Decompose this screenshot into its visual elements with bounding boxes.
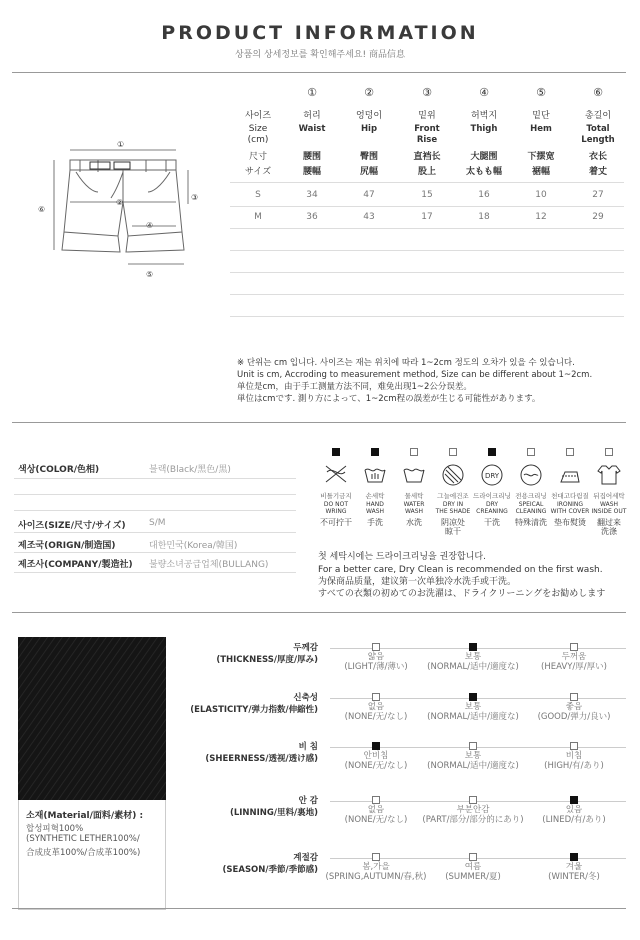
option-label: 좋음 — [565, 702, 583, 712]
column-label-kr: 허리 — [303, 111, 321, 121]
care-label-kr: 물세탁 — [404, 492, 424, 500]
care-label-en: HAND WASH — [365, 501, 385, 515]
row-divider — [230, 182, 624, 183]
row-divider — [230, 250, 624, 251]
option-label: 없음 — [367, 805, 385, 815]
column-label-jp: 尻幅 — [359, 167, 378, 177]
row-divider — [230, 272, 624, 273]
option-sublabel: (PART/部分/部分的にあり) — [422, 815, 524, 825]
page-subtitle: 상품의 상세정보를 확인해주세요! 商品信息 — [235, 50, 405, 60]
option-label: 얇음 — [367, 652, 385, 662]
option-checkbox — [372, 853, 380, 861]
option-label: 두꺼움 — [561, 652, 587, 662]
size-value: 17 — [421, 212, 433, 222]
column-label-en: Hip — [360, 124, 378, 134]
size-value: 12 — [535, 212, 547, 222]
material-line: 合成皮革100%/合成革100%) — [26, 848, 141, 858]
size-note: Unit is cm, Accroding to measurement method, Size can be different about 1~2cm. — [237, 370, 593, 380]
option-checkbox — [570, 643, 578, 651]
care-checkbox — [566, 448, 574, 456]
size-key: 사이즈(SIZE/尺寸/サイズ) — [18, 521, 126, 531]
care-dry-clean — [472, 448, 512, 527]
care-label-zh: 手洗 — [367, 518, 383, 527]
size-row-label-en: Size (cm) — [247, 124, 269, 145]
column-label-zh: 衣长 — [588, 152, 607, 162]
company-value: 불량소녀공급업체(BULLANG) — [149, 560, 269, 570]
column-label-kr: 엉덩이 — [355, 111, 383, 121]
row-divider — [230, 316, 624, 317]
care-label-kr: 천대고다림질 — [551, 492, 589, 500]
care-label-kr: 손세탁 — [365, 492, 385, 500]
attribute-name: 계절감 — [293, 853, 318, 863]
option-checkbox — [469, 742, 477, 750]
info-divider — [14, 510, 296, 511]
company-key: 제조사(COMPANY/製造社) — [18, 560, 133, 570]
care-checkbox — [410, 448, 418, 456]
wash-inside-out-icon — [596, 462, 622, 488]
column-label-en: Waist — [298, 124, 326, 134]
size-row-label-zh: 尺寸 — [248, 152, 267, 162]
size-value: 10 — [535, 190, 547, 200]
option-sublabel: (NONE/无/なし) — [344, 712, 408, 722]
attribute-label: (SHEERNESS/透视/透け感) — [205, 754, 318, 764]
wash-note: すべての衣類の初めてのお洗濯は、ドライクリーニングをお勧めします — [318, 589, 606, 599]
option-checkbox — [372, 796, 380, 804]
size-note: 单位是cm，由于手工测量方法不同，难免出现1~2公分误差。 — [237, 382, 472, 392]
size-value: 18 — [478, 212, 490, 222]
wash-note: 첫 세탁시에는 드라이크리닝을 권장합니다. — [318, 552, 486, 562]
care-label-en: DRY IN THE SHADE — [435, 501, 471, 515]
size-row-label-kr: 사이즈 — [244, 111, 272, 121]
column-number: ① — [307, 86, 317, 99]
origin-value: 대한민국(Korea/韓国) — [149, 541, 238, 551]
option-checkbox — [570, 796, 578, 804]
option-sublabel: (HIGH/有/あり) — [544, 761, 604, 771]
attribute-label: (LINNING/里料/裏地) — [229, 808, 318, 818]
care-checkbox — [527, 448, 535, 456]
column-label-zh: 大腿围 — [470, 152, 498, 162]
fabric-swatch-image — [18, 637, 166, 800]
option-label: 안비침 — [363, 751, 389, 761]
size-label: S — [255, 190, 261, 200]
option-label: 여름 — [464, 862, 482, 872]
row-divider — [230, 206, 624, 207]
care-checkbox — [449, 448, 457, 456]
size-value: 16 — [478, 190, 490, 200]
hand-wash-icon — [362, 462, 388, 488]
attribute-label: (ELASTICITY/弹力指数/伸縮性) — [190, 705, 318, 715]
option-sublabel: (NONE/无/なし) — [344, 815, 408, 825]
column-number: ② — [364, 86, 374, 99]
dry-clean-icon — [479, 462, 505, 488]
care-label-zh: 特殊清洗 — [515, 518, 547, 527]
care-label-zh: 不可拧干 — [320, 518, 352, 527]
option-label: 봄,가을 — [362, 862, 390, 872]
info-divider — [14, 552, 296, 553]
attribute-name: 두께감 — [293, 643, 318, 653]
attribute-option — [514, 693, 634, 722]
care-label-zh: 翻过来 洗涤 — [597, 518, 621, 536]
size-value: 29 — [592, 212, 604, 222]
care-wash-inside-out — [589, 448, 629, 536]
size-row-label-jp: サイズ — [244, 167, 272, 177]
size-note: ※ 단위는 cm 입니다. 사이즈는 재는 위치에 따라 1~2cm 정도의 오차가 있을 수 있습니다. — [237, 358, 575, 368]
care-label-zh: 垫布熨烫 — [554, 518, 586, 527]
column-number: ⑥ — [593, 86, 603, 99]
care-dry-shade — [433, 448, 473, 536]
column-label-jp: 股上 — [417, 167, 436, 177]
no-wring-icon — [323, 462, 349, 488]
material-line: (SYNTHETIC LETHER100%/ — [26, 834, 140, 844]
column-number: ③ — [422, 86, 432, 99]
column-label-zh: 臀围 — [359, 152, 378, 162]
column-label-zh: 直裆长 — [413, 152, 441, 162]
care-special-cleaning — [511, 448, 551, 527]
wash-note: For a better care, Dry Clean is recommended on the first wash. — [318, 565, 603, 575]
option-label: 보통 — [464, 652, 482, 662]
option-label: 있음 — [565, 805, 583, 815]
row-divider — [230, 294, 624, 295]
care-label-kr: 전용크리닝 — [515, 492, 547, 500]
option-sublabel: (SPRING,AUTUMN/春,秋) — [325, 872, 427, 882]
option-checkbox — [570, 742, 578, 750]
divider — [12, 908, 626, 909]
info-divider — [14, 532, 296, 533]
size-value: 27 — [592, 190, 604, 200]
column-label-en: Hem — [530, 124, 552, 134]
size-value: S/M — [149, 518, 166, 528]
column-label-en: Total Length — [581, 124, 615, 145]
care-label-en: WATER WASH — [403, 501, 425, 515]
option-sublabel: (NORMAL/适中/適度な) — [427, 761, 519, 771]
color-value: 블랙(Black/黑色/黒) — [149, 465, 231, 475]
attribute-name: 안 감 — [298, 796, 318, 806]
option-checkbox — [570, 853, 578, 861]
attribute-label: (SEASON/季節/季節感) — [222, 865, 318, 875]
option-sublabel: (NONE/无/なし) — [344, 761, 408, 771]
column-label-zh: 腰围 — [302, 152, 321, 162]
color-key: 색상(COLOR/色相) — [18, 465, 100, 475]
care-checkbox — [332, 448, 340, 456]
care-label-kr: 드라이크리닝 — [473, 492, 511, 500]
care-label-zh: 水洗 — [406, 518, 422, 527]
care-iron-cover — [550, 448, 590, 527]
option-sublabel: (LINED/有/あり) — [542, 815, 606, 825]
svg-text:②: ② — [116, 198, 124, 207]
column-label-jp: 着丈 — [588, 167, 607, 177]
svg-text:DRY: DRY — [484, 472, 500, 480]
size-value: 47 — [363, 190, 375, 200]
shorts-diagram — [28, 132, 218, 282]
attribute-option — [514, 796, 634, 825]
size-note: 単位はcmです. 測り方によって、1~2cm程の誤差が生じる可能性があります。 — [237, 394, 541, 404]
option-label: 비침 — [565, 751, 583, 761]
svg-text:⑥: ⑥ — [38, 205, 46, 214]
attribute-option — [514, 742, 634, 771]
option-checkbox — [469, 796, 477, 804]
care-label-kr: 뒤집어세탁 — [593, 492, 625, 500]
page-title: PRODUCT INFORMATION — [161, 22, 479, 44]
column-label-en: Thigh — [470, 124, 498, 134]
option-checkbox — [570, 693, 578, 701]
column-label-jp: 裾幅 — [531, 167, 550, 177]
size-value: 34 — [306, 190, 318, 200]
attribute-name: 비 침 — [298, 742, 318, 752]
option-sublabel: (NORMAL/适中/適度な) — [427, 712, 519, 722]
column-label-en: Front Rise — [414, 124, 440, 145]
option-checkbox — [372, 643, 380, 651]
care-label-kr: 비틀기금지 — [320, 492, 352, 500]
option-checkbox — [469, 853, 477, 861]
svg-text:①: ① — [117, 140, 125, 149]
care-checkbox — [371, 448, 379, 456]
attribute-label: (THICKNESS/厚度/厚み) — [216, 655, 318, 665]
care-checkbox — [605, 448, 613, 456]
option-sublabel: (SUMMER/夏) — [445, 872, 501, 882]
care-label-en: IRONING WITH COVER — [550, 501, 590, 515]
column-label-kr: 허벅지 — [470, 111, 498, 121]
column-label-zh: 下摆宽 — [527, 152, 555, 162]
care-label-zh: 干洗 — [484, 518, 500, 527]
special-cleaning-icon — [518, 462, 544, 488]
svg-text:⑤: ⑤ — [146, 270, 154, 279]
attribute-name: 신축성 — [293, 693, 318, 703]
svg-text:④: ④ — [146, 221, 154, 230]
option-checkbox — [372, 742, 380, 750]
option-sublabel: (HEAVY/厚/厚い) — [541, 662, 607, 672]
option-checkbox — [469, 643, 477, 651]
divider — [12, 612, 626, 613]
care-hand-wash — [355, 448, 395, 527]
column-label-kr: 밑위 — [418, 111, 436, 121]
option-sublabel: (GOOD/弹力/良い) — [537, 712, 611, 722]
size-value: 36 — [306, 212, 318, 222]
column-label-jp: 腰幅 — [302, 167, 321, 177]
option-label: 보통 — [464, 702, 482, 712]
option-label: 부분안감 — [456, 805, 490, 815]
option-label: 보통 — [464, 751, 482, 761]
option-sublabel: (LIGHT/薄/薄い) — [344, 662, 408, 672]
size-value: 43 — [363, 212, 375, 222]
column-number: ④ — [479, 86, 489, 99]
option-checkbox — [372, 693, 380, 701]
option-label: 겨울 — [565, 862, 583, 872]
size-value: 15 — [421, 190, 433, 200]
iron-cover-icon — [557, 462, 583, 488]
wash-note: 为保商品质量，建议第一次单独冷水洗手或干洗。 — [318, 577, 517, 587]
info-divider — [14, 572, 296, 573]
column-label-jp: 太もも幅 — [465, 167, 502, 177]
option-sublabel: (NORMAL/适中/適度な) — [427, 662, 519, 672]
row-divider — [230, 228, 624, 229]
care-no-wring — [316, 448, 356, 527]
option-checkbox — [469, 693, 477, 701]
care-label-kr: 그늘에건조 — [437, 492, 469, 500]
info-divider — [14, 478, 296, 479]
material-key: 소재(Material/面料/素材) : — [26, 811, 144, 821]
size-label: M — [254, 212, 262, 222]
column-label-kr: 밑단 — [532, 111, 550, 121]
origin-key: 제조국(ORIGN/制造国) — [18, 541, 116, 551]
care-label-en: WASH INSIDE OUT — [591, 501, 627, 515]
care-water-wash — [394, 448, 434, 527]
svg-text:③: ③ — [191, 193, 199, 202]
dry-shade-icon — [440, 462, 466, 488]
column-number: ⑤ — [536, 86, 546, 99]
care-label-en: SPEICAL CLEANING — [515, 501, 547, 515]
info-divider — [14, 494, 296, 495]
care-label-en: DO NOT WRING — [323, 501, 349, 515]
attribute-option — [514, 643, 634, 672]
column-label-kr: 총길이 — [584, 111, 612, 121]
care-label-en: DRY CREANING — [476, 501, 508, 515]
option-sublabel: (WINTER/冬) — [548, 872, 600, 882]
water-wash-icon — [401, 462, 427, 488]
material-line: 합성피혁100% — [26, 824, 84, 834]
care-checkbox — [488, 448, 496, 456]
divider — [12, 72, 626, 73]
care-label-zh: 阴凉处 晾干 — [441, 518, 465, 536]
attribute-option — [514, 853, 634, 882]
divider — [12, 422, 626, 423]
option-label: 없음 — [367, 702, 385, 712]
